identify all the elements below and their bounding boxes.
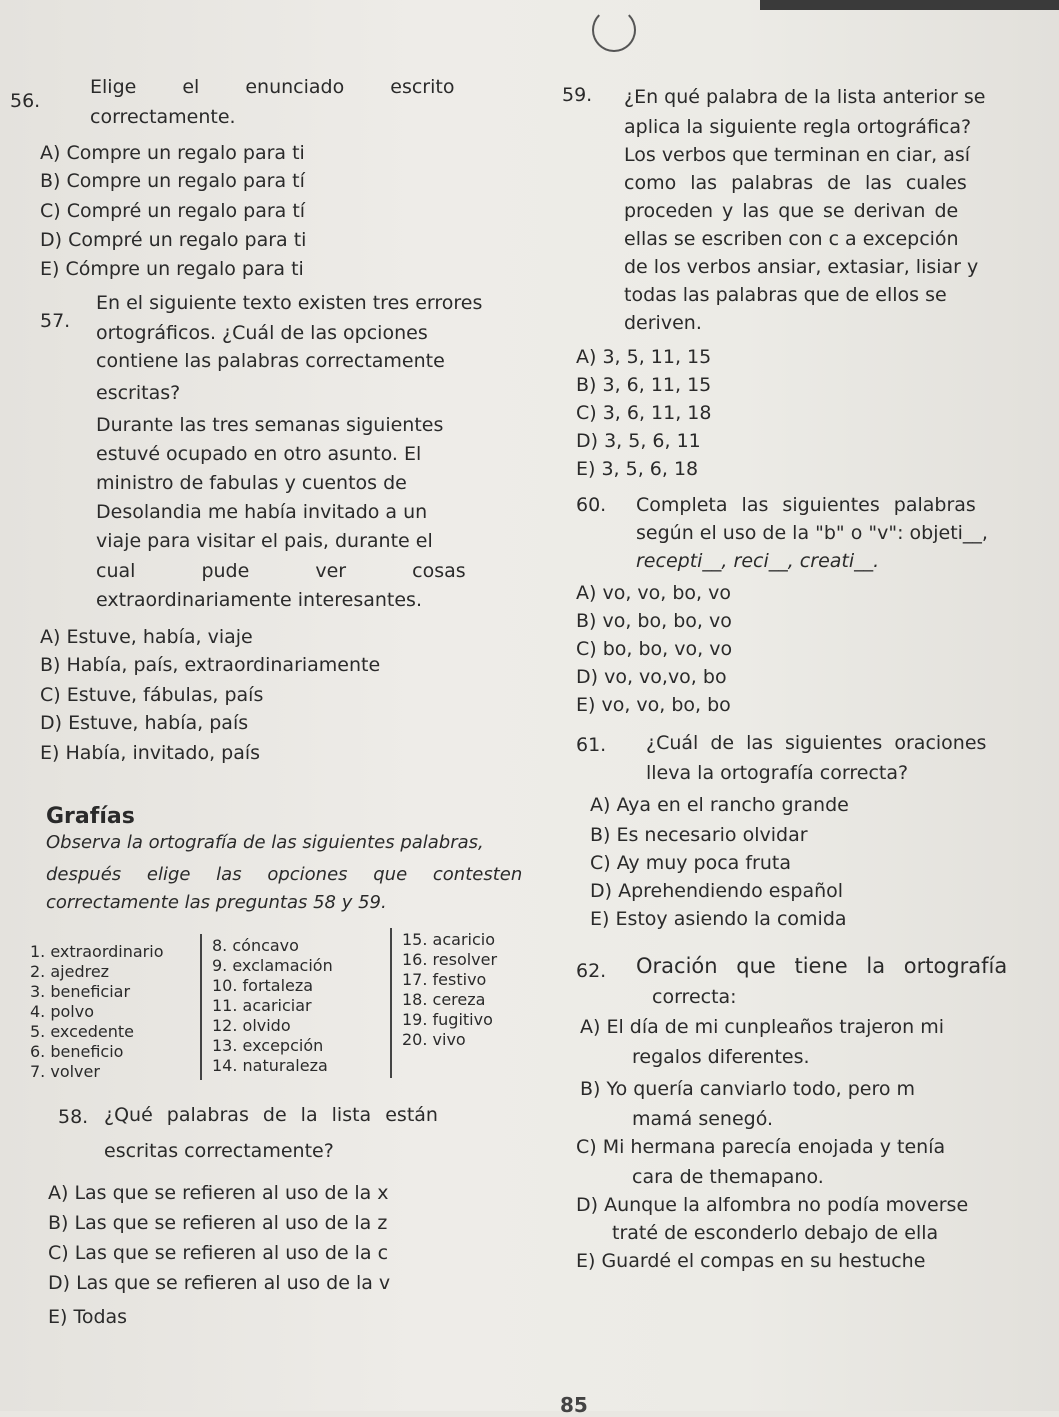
q60-option-e[interactable]: E) vo, vo, bo, bo xyxy=(576,694,731,716)
instruction-line2: después elige las opciones que contesten xyxy=(46,864,523,885)
q57-option-b[interactable]: B) Había, país, extraordinariamente xyxy=(40,654,381,676)
word-item: 5. excedente xyxy=(30,1022,134,1041)
column-divider-1 xyxy=(200,934,202,1080)
word-item: 1. extraordinario xyxy=(30,942,164,961)
q57-passage-line3: ministro de fabulas y cuentos de xyxy=(96,472,407,494)
page-number: 85 xyxy=(560,1393,588,1417)
q58-option-b[interactable]: B) Las que se refieren al uso de la z xyxy=(48,1212,388,1234)
q56-option-b[interactable]: B) Compre un regalo para tí xyxy=(40,170,305,192)
column-divider-2 xyxy=(390,928,392,1078)
q56-number: 56. xyxy=(10,90,41,112)
word-item: 19. fugitivo xyxy=(402,1010,493,1029)
q60-number: 60. xyxy=(576,494,607,516)
q62-option-a-cont: regalos diferentes. xyxy=(632,1046,810,1068)
q57-stem-line4: escritas? xyxy=(96,382,181,404)
q62-option-c-cont: cara de themapano. xyxy=(632,1166,824,1188)
q62-option-a[interactable]: A) El día de mi cunpleaños trajeron mi xyxy=(580,1016,944,1038)
q57-option-d[interactable]: D) Estuve, había, país xyxy=(40,712,249,734)
q60-stem-line1: Completa las siguientes palabras xyxy=(636,494,976,516)
word-item: 20. vivo xyxy=(402,1030,466,1049)
q57-stem-line1: En el siguiente texto existen tres errores xyxy=(96,292,483,314)
word-item: 9. exclamación xyxy=(212,956,333,975)
q61-stem-line2: lleva la ortografía correcta? xyxy=(646,762,909,784)
q59-rule-line1: Los verbos que terminan en ciar, así xyxy=(624,144,971,166)
q59-option-a[interactable]: A) 3, 5, 11, 15 xyxy=(576,346,712,368)
q61-option-e[interactable]: E) Estoy asiendo la comida xyxy=(590,908,847,930)
q59-option-b[interactable]: B) 3, 6, 11, 15 xyxy=(576,374,712,396)
instruction-line1: Observa la ortografía de las siguientes palabras, xyxy=(46,832,484,853)
word-item: 6. beneficio xyxy=(30,1042,124,1061)
q62-stem-line2: correcta: xyxy=(652,986,737,1008)
q58-option-a[interactable]: A) Las que se refieren al uso de la x xyxy=(48,1182,389,1204)
q57-option-c[interactable]: C) Estuve, fábulas, país xyxy=(40,684,264,706)
q59-stem-line2: aplica la siguiente regla ortográfica? xyxy=(624,116,972,138)
q57-option-e[interactable]: E) Había, invitado, país xyxy=(40,742,261,764)
q57-stem-line2: ortográficos. ¿Cuál de las opciones xyxy=(96,322,428,344)
q56-stem-line1: Elige el enunciado escrito xyxy=(90,76,455,98)
q62-option-b[interactable]: B) Yo quería canviarlo todo, pero m xyxy=(580,1078,916,1100)
q59-option-d[interactable]: D) 3, 5, 6, 11 xyxy=(576,430,701,452)
q56-option-a[interactable]: A) Compre un regalo para ti xyxy=(40,142,305,164)
word-item: 17. festivo xyxy=(402,970,487,989)
q62-option-d[interactable]: D) Aunque la alfombra no podía moverse xyxy=(576,1194,969,1216)
word-item: 15. acaricio xyxy=(402,930,495,949)
q59-rule-line5: de los verbos ansiar, extasiar, lisiar y xyxy=(624,256,979,278)
q57-number: 57. xyxy=(40,310,71,332)
q58-option-c[interactable]: C) Las que se refieren al uso de la c xyxy=(48,1242,389,1264)
q59-stem-line1: ¿En qué palabra de la lista anterior se xyxy=(624,86,986,108)
q57-passage-line7: extraordinariamente interesantes. xyxy=(96,589,422,611)
q60-option-d[interactable]: D) vo, vo,vo, bo xyxy=(576,666,727,688)
pencil-circle-mark xyxy=(592,8,636,52)
q59-rule-line2: como las palabras de las cuales xyxy=(624,172,967,194)
word-item: 4. polvo xyxy=(30,1002,94,1021)
q57-passage-line4: Desolandia me había invitado a un xyxy=(96,501,428,523)
q60-option-c[interactable]: C) bo, bo, vo, vo xyxy=(576,638,733,660)
q58-option-e[interactable]: E) Todas xyxy=(48,1306,128,1328)
q60-stem-line3: recepti__, reci__, creati__. xyxy=(636,550,880,572)
q61-option-d[interactable]: D) Aprehendiendo español xyxy=(590,880,844,902)
q59-number: 59. xyxy=(562,84,593,106)
q56-stem-line2: correctamente. xyxy=(90,106,236,128)
q62-option-e[interactable]: E) Guardé el compas en su hestuche xyxy=(576,1250,926,1272)
q56-option-c[interactable]: C) Compré un regalo para tí xyxy=(40,200,306,222)
q59-rule-line4: ellas se escriben con c a excepción xyxy=(624,228,959,250)
q61-stem-line1: ¿Cuál de las siguientes oraciones xyxy=(646,732,987,754)
q57-passage-line2: estuvé ocupado en otro asunto. El xyxy=(96,443,422,465)
word-item: 11. acariciar xyxy=(212,996,312,1015)
q57-option-a[interactable]: A) Estuve, había, viaje xyxy=(40,626,253,648)
q58-stem-line2: escritas correctamente? xyxy=(104,1140,334,1162)
word-item: 3. beneficiar xyxy=(30,982,131,1001)
word-item: 10. fortaleza xyxy=(212,976,314,995)
q59-rule-line3: proceden y las que se derivan de xyxy=(624,200,959,222)
q61-option-c[interactable]: C) Ay muy poca fruta xyxy=(590,852,791,874)
section-title: Grafías xyxy=(46,804,135,829)
q62-option-b-cont: mamá senegó. xyxy=(632,1108,774,1130)
q60-option-a[interactable]: A) vo, vo, bo, vo xyxy=(576,582,731,604)
q62-stem-line1: Oración que tiene la ortografía xyxy=(636,954,1008,978)
instruction-line3: correctamente las preguntas 58 y 59. xyxy=(46,892,387,913)
q59-rule-line7: deriven. xyxy=(624,312,702,334)
q57-stem-line3: contiene las palabras correctamente xyxy=(96,350,445,372)
q62-option-d-cont: traté de esconderlo debajo de ella xyxy=(612,1222,939,1244)
word-item: 2. ajedrez xyxy=(30,962,110,981)
q57-passage-line5: viaje para visitar el pais, durante el xyxy=(96,530,433,552)
q59-rule-line6: todas las palabras que de ellos se xyxy=(624,284,947,306)
q60-stem-line2: según el uso de la "b" o "v": objeti__, xyxy=(636,522,988,544)
q58-number: 58. xyxy=(58,1106,89,1128)
word-item: 7. volver xyxy=(30,1062,100,1081)
q56-option-d[interactable]: D) Compré un regalo para ti xyxy=(40,229,307,251)
top-edge-bar xyxy=(760,0,1059,10)
q61-option-b[interactable]: B) Es necesario olvidar xyxy=(590,824,808,846)
q57-passage-line6: cual pude ver cosas xyxy=(96,560,466,582)
word-item: 16. resolver xyxy=(402,950,498,969)
q61-number: 61. xyxy=(576,734,607,756)
q58-stem-line1: ¿Qué palabras de la lista están xyxy=(104,1104,438,1126)
q56-option-e[interactable]: E) Cómpre un regalo para ti xyxy=(40,258,304,280)
q61-option-a[interactable]: A) Aya en el rancho grande xyxy=(590,794,849,816)
word-item: 18. cereza xyxy=(402,990,486,1009)
q57-passage-line1: Durante las tres semanas siguientes xyxy=(96,414,444,436)
q59-option-e[interactable]: E) 3, 5, 6, 18 xyxy=(576,458,699,480)
word-item: 13. excepción xyxy=(212,1036,324,1055)
q59-option-c[interactable]: C) 3, 6, 11, 18 xyxy=(576,402,712,424)
q58-option-d[interactable]: D) Las que se refieren al uso de la v xyxy=(48,1272,391,1294)
q62-number: 62. xyxy=(576,960,607,982)
word-item: 14. naturaleza xyxy=(212,1056,328,1075)
q60-option-b[interactable]: B) vo, bo, bo, vo xyxy=(576,610,732,632)
word-item: 12. olvido xyxy=(212,1016,291,1035)
word-item: 8. cóncavo xyxy=(212,936,299,955)
q62-option-c[interactable]: C) Mi hermana parecía enojada y tenía xyxy=(576,1136,946,1158)
